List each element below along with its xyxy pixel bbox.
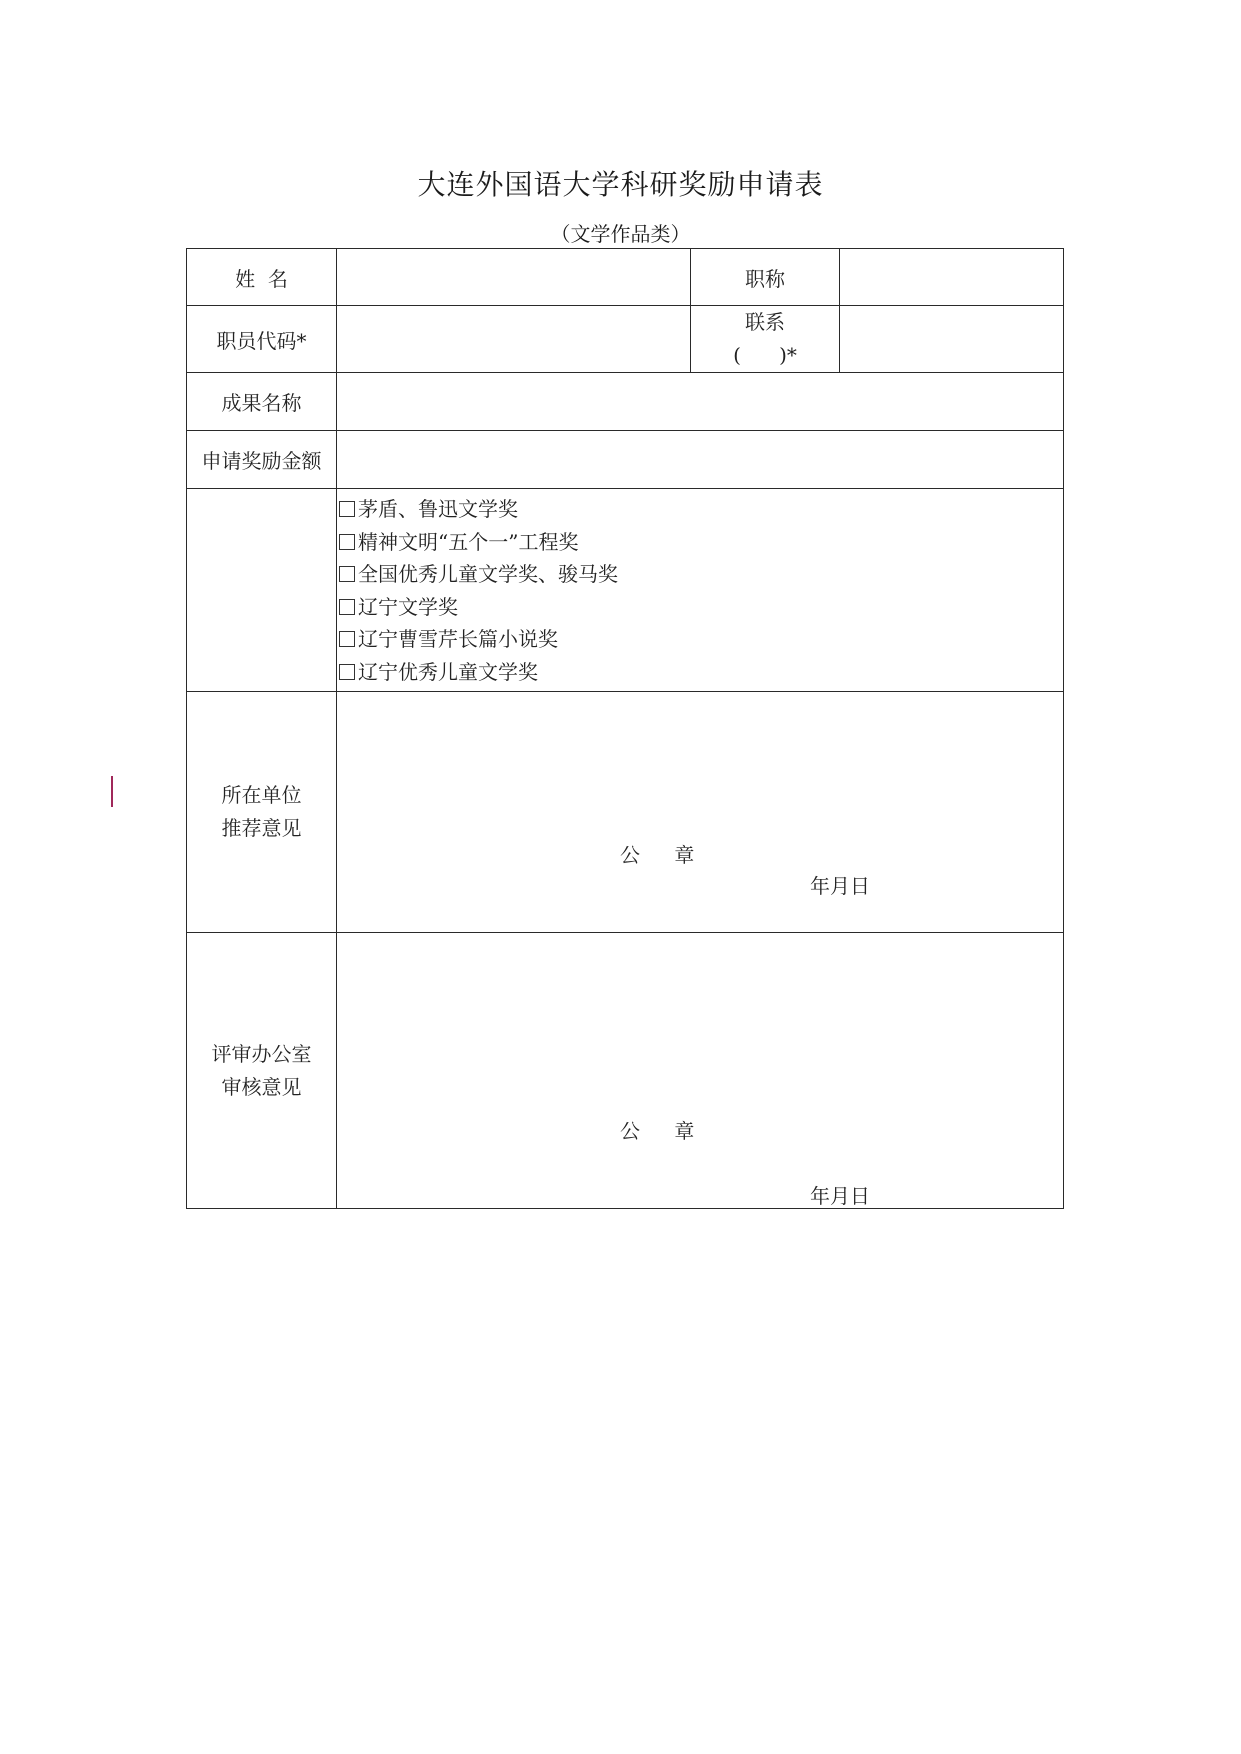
reward-amount-label: 申请奖励金额 [187,431,337,489]
name-row [187,249,1064,306]
award-options-list [337,489,1064,692]
name-label: 姓 名 [187,249,337,306]
unit-opinion-row [187,692,1064,933]
review-seal-text: 公 章 [620,1119,709,1143]
checkbox-icon[interactable] [339,501,355,517]
staff-code-field[interactable] [337,306,691,373]
contact-field[interactable] [840,306,1064,373]
award-option[interactable] [339,493,1063,526]
achievement-name-label: 成果名称 [187,373,337,431]
staff-code-label: 职员代码* [187,306,337,373]
review-opinion-label-line1: 评审办公室 [211,1041,312,1066]
unit-opinion-label [187,692,337,933]
contact-label [691,306,840,373]
achievement-name-field[interactable] [337,373,1064,431]
text-cursor-marker [111,776,113,807]
award-category-label-cell [187,489,337,692]
checkbox-icon[interactable] [339,631,355,647]
review-opinion-label [187,933,337,1209]
award-option[interactable] [339,656,1063,689]
job-title-field[interactable] [840,249,1064,306]
award-option[interactable] [339,591,1063,624]
staff-code-row [187,306,1064,373]
unit-seal-text: 公 章 [620,843,709,867]
checkbox-icon[interactable] [339,566,355,582]
job-title-label: 职称 [691,249,840,306]
checkbox-icon[interactable] [339,534,355,550]
award-option-label: 辽宁文学奖 [358,594,458,619]
unit-opinion-label-line1: 所在单位 [221,783,302,807]
award-option-label: 辽宁曹雪芹长篇小说奖 [358,627,558,651]
name-field[interactable] [337,249,691,306]
award-option-label: 全国优秀儿童文学奖、骏马奖 [358,562,618,586]
review-date-text: 年月日 [810,1184,870,1208]
review-opinion-label-line2: 审核意见 [221,1074,302,1099]
award-option[interactable] [339,623,1063,656]
unit-date-text: 年月日 [810,874,870,898]
application-form-table [186,248,1064,1209]
contact-label-line2: ( )* [733,343,797,367]
checkbox-icon[interactable] [339,599,355,615]
page-title: 大连外国语大学科研奖励申请表 [417,168,824,201]
award-option[interactable] [339,558,1063,591]
review-opinion-field[interactable] [337,933,1064,1209]
award-category-row [187,489,1064,692]
amount-row [187,431,1064,489]
unit-opinion-field[interactable] [337,692,1064,933]
award-option-label: 茅盾、鲁迅文学奖 [358,497,518,521]
award-option-label: 精神文明“五个一”工程奖 [358,529,579,554]
checkbox-icon[interactable] [339,664,355,680]
reward-amount-field[interactable] [337,431,1064,489]
page-subtitle: （文学作品类） [550,222,691,246]
award-option-label: 辽宁优秀儿童文学奖 [358,659,538,684]
achievement-row [187,373,1064,431]
contact-label-line1: 联系 [745,310,785,334]
award-option[interactable] [339,526,1063,559]
unit-opinion-label-line2: 推荐意见 [221,816,302,840]
review-opinion-row [187,933,1064,1209]
